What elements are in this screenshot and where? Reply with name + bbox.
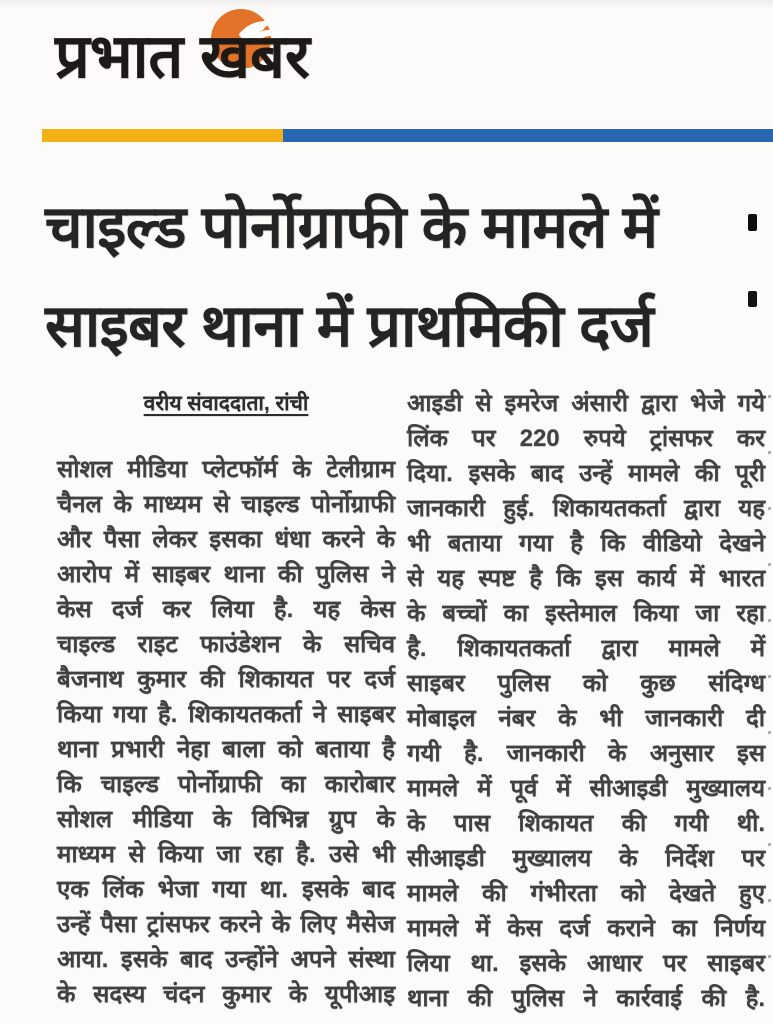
body-text-line: सोशल मीडिया प्लेटफॉर्म के टेलीग्राम: [57, 456, 395, 483]
body-text-line: गयी है. जानकारी के अनुसार इस: [407, 740, 765, 767]
body-text-line: किया गया है. शिकायतकर्ता ने साइबर: [57, 701, 395, 728]
newspaper-logo: प्रभात खबर: [55, 22, 310, 90]
body-text-line: आया. इसके बाद उन्होंने अपने संस्था: [57, 946, 395, 973]
divider-yellow-segment: [42, 129, 283, 142]
body-text-line: सोशल मीडिया के विभिन्न ग्रुप के: [57, 806, 395, 833]
body-text-line: थाना की पुलिस ने कार्रवाई की है.: [407, 985, 765, 1012]
body-text-line: और पैसा लेकर इसका धंधा करने के: [57, 526, 395, 553]
body-text-line: भी बताया गया है कि वीडियो देखने: [407, 530, 765, 557]
article-column-right: [407, 386, 765, 1016]
body-text-line: सीआइडी मुख्यालय के निर्देश पर: [407, 845, 765, 872]
body-text-line: चैनल के माध्यम से चाइल्ड पोर्नोग्राफी: [57, 491, 395, 518]
body-text-line: मामले की गंभीरता को देखते हुए: [407, 880, 765, 907]
masthead-divider: [42, 129, 773, 142]
body-text-line: जानकारी हुई. शिकायतकर्ता द्वारा यह: [407, 495, 765, 522]
body-text-line: केस दर्ज कर लिया है. यह केस: [57, 596, 395, 623]
body-text-line: बैजनाथ कुमार की शिकायत पर दर्ज: [57, 666, 395, 693]
headline-line-2: साइबर थाना में प्राथमिकी दर्ज: [45, 293, 654, 359]
body-text-line: माध्यम से किया जा रहा है. उसे भी: [57, 841, 395, 868]
body-text-line: के पास शिकायत की गयी थी.: [407, 810, 765, 837]
body-text-line: के बच्चों का इस्तेमाल किया जा रहा: [407, 600, 765, 627]
scan-edge-dots-artifact: [768, 395, 771, 1005]
body-text-line: कि चाइल्ड पोर्नोग्राफी का कारोबार: [57, 771, 395, 798]
body-text-line: मोबाइल नंबर के भी जानकारी दी: [407, 705, 765, 732]
scan-shadow-artifact: [0, 0, 773, 10]
body-text-line: चाइल्ड राइट फाउंडेशन के सचिव: [57, 631, 395, 658]
body-text-line: साइबर पुलिस को कुछ संदिग्ध: [407, 670, 765, 697]
article-body: [57, 386, 765, 1016]
cropped-neighbor-text-artifact: [748, 214, 757, 231]
body-text-line: दिया. इसके बाद उन्हें मामले की पूरी: [407, 460, 765, 487]
body-text-line: मामले में केस दर्ज कराने का निर्णय: [407, 915, 765, 942]
divider-blue-segment: [283, 129, 773, 142]
body-text-line: आरोप में साइबर थाना की पुलिस ने: [57, 561, 395, 588]
right-column-text: [407, 386, 765, 1016]
left-column-text: [57, 452, 395, 1012]
headline-line-1: चाइल्ड पोर्नोग्राफी के मामले में: [45, 194, 658, 260]
masthead: [55, 4, 475, 114]
headline: [45, 178, 771, 376]
body-text-line: है. शिकायतकर्ता द्वारा मामले में: [407, 635, 765, 662]
body-text-line: लिया था. इसके आधार पर साइबर: [407, 950, 765, 977]
body-text-line: थाना प्रभारी नेहा बाला को बताया है: [57, 736, 395, 763]
body-text-line: से यह स्पष्ट है कि इस कार्य में भारत: [407, 565, 765, 592]
article-column-left: [57, 386, 395, 1016]
byline: वरीय संवाददाता, रांची: [143, 392, 309, 415]
body-text-line: मामले में पूर्व में सीआइडी मुख्यालय: [407, 775, 765, 802]
body-text-line: के सदस्य चंदन कुमार के यूपीआइ: [57, 981, 395, 1008]
body-text-line: एक लिंक भेजा गया था. इसके बाद: [57, 876, 395, 903]
body-text-line: आइडी से इमरेज अंसारी द्वारा भेजे गये: [407, 390, 765, 417]
body-text-line: लिंक पर 220 रुपये ट्रांसफर कर: [407, 425, 765, 452]
cropped-neighbor-text-artifact: [748, 291, 757, 307]
body-text-line: उन्हें पैसा ट्रांसफर करने के लिए मैसेज: [57, 911, 395, 938]
